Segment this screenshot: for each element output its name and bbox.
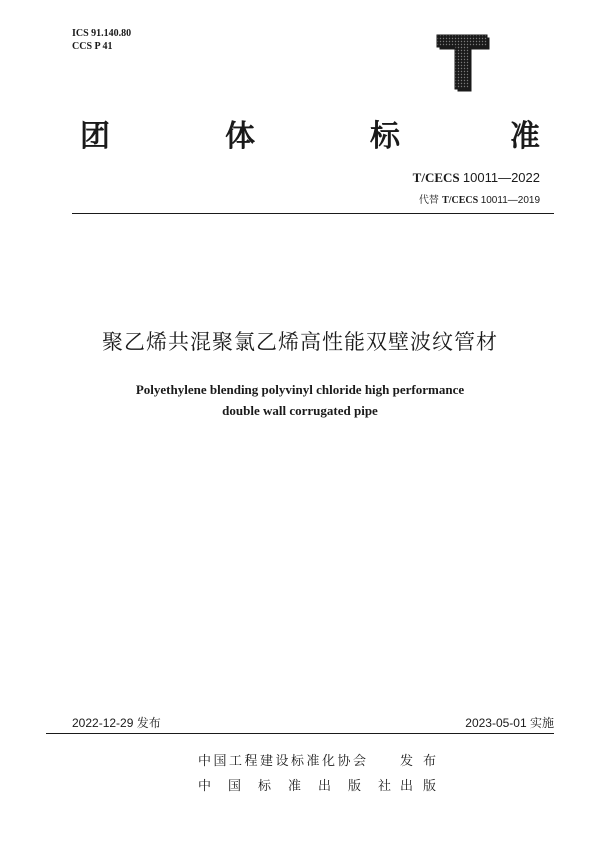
standard-type-char: 体 — [225, 119, 255, 154]
top-divider — [72, 213, 554, 214]
t-logo-shape — [437, 35, 487, 89]
group-standard-t-logo — [436, 34, 490, 92]
bottom-divider — [46, 733, 554, 734]
standard-type-heading — [0, 118, 600, 158]
publisher-action: 发布 — [400, 754, 447, 769]
standard-number — [413, 170, 540, 186]
publisher-action: 出版 — [400, 779, 447, 794]
implementation-date — [465, 714, 554, 731]
standard-type-char: 标 — [370, 119, 400, 154]
classification-block — [72, 27, 131, 53]
publisher-name: 中国标准出版社 — [198, 779, 409, 794]
title-chinese: 聚乙烯共混聚氯乙烯高性能双壁波纹管材 — [102, 330, 498, 354]
standard-number-value: 10011—2022 — [462, 170, 540, 185]
issue-date-value: 2022-12-29 — [72, 716, 137, 730]
standard-code: T/CECS — [412, 170, 463, 185]
ics-code: ICS 91.140.80 — [72, 28, 132, 39]
title-english-line: double wall corrugated pipe — [222, 403, 378, 418]
standard-type-char: 团 — [80, 119, 110, 154]
ccs-code: CCS P 41 — [72, 41, 113, 52]
issue-date-label: 发布 — [136, 716, 161, 730]
replaces-number: 10011—2019 — [480, 195, 540, 206]
replaces-prefix: 代替 — [418, 195, 443, 206]
title-english-line: Polyethylene blending polyvinyl chloride high performance — [135, 382, 465, 397]
replaces-standard — [419, 191, 540, 206]
publisher-name: 中国工程建设标准化协会 — [198, 754, 369, 769]
implementation-date-label: 实施 — [529, 716, 554, 730]
standard-type-char: 准 — [510, 119, 540, 154]
issue-date — [72, 714, 161, 731]
implementation-date-value: 2023-05-01 — [465, 716, 530, 730]
title-english — [0, 379, 600, 421]
replaces-code: T/CECS — [442, 195, 481, 206]
